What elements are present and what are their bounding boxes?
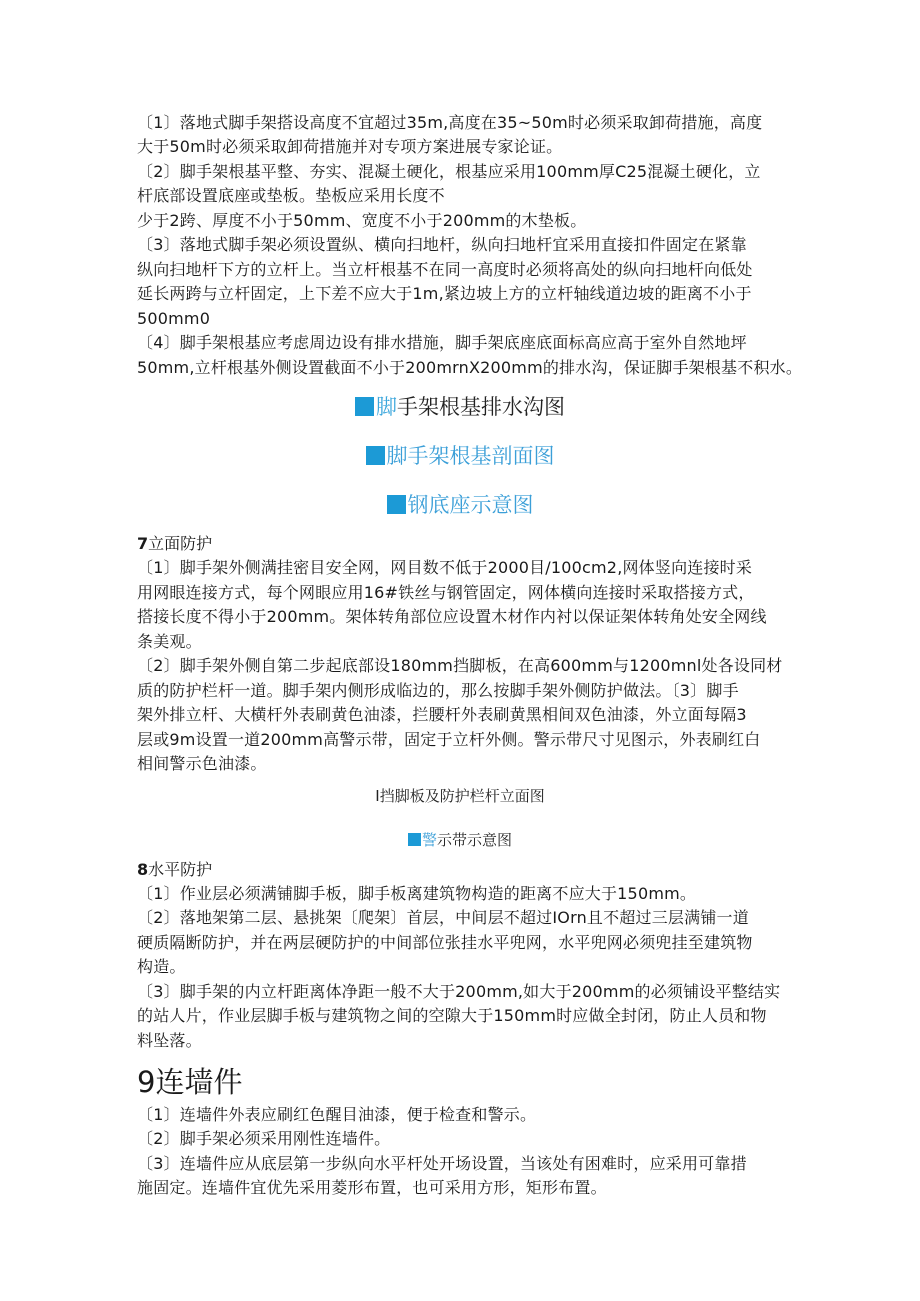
caption-lead-char: 脚 <box>376 395 397 419</box>
text-line: 搭接长度不得小于200mm。架体转角部位应设置木材作内衬以保证架体转角处安全网线 <box>137 607 767 626</box>
text-line: 〔1〕连墙件外表应刷红色醒目油漆，便于检查和警示。 <box>137 1105 537 1124</box>
text-line: 层或9m设置一道200mm高警示带，固定于立杆外侧。警示带尺寸见图示，外表刷红白 <box>137 730 761 749</box>
text-line: 少于2跨、厚度不小于50mm、宽度不小于200mm的木垫板。 <box>137 211 587 230</box>
caption-lead-char: 警 <box>421 831 437 849</box>
figure-placeholder-icon <box>355 397 374 416</box>
section-8-heading <box>137 859 212 881</box>
text-line: 〔1〕落地式脚手架搭设高度不宜超过35m,高度在35~50m时必须采取卸荷措施，高度 <box>137 113 763 132</box>
figure-caption-drain <box>0 393 920 421</box>
section-title: 水平防护 <box>148 860 213 879</box>
figure-caption-base <box>0 491 920 519</box>
text-line: 〔1〕作业层必须满铺脚手板，脚手板离建筑物构造的距离不应大于150mm。 <box>137 884 697 903</box>
text-line: 大于50m时必须采取卸荷措施并对专项方案进展专家论证。 <box>137 137 563 156</box>
section-7-heading <box>137 533 212 555</box>
text-line: 构造。 <box>137 957 186 976</box>
text-line: 500mm0 <box>137 309 211 328</box>
figure-placeholder-icon <box>366 446 385 465</box>
text-line: 〔1〕脚手架外侧满挂密目安全网，网目数不低于2000目/100cm2,网体竖向连接时采 <box>137 558 753 577</box>
section-number: 7 <box>137 534 149 553</box>
text-line: 〔4〕脚手架根基应考虑周边设有排水措施，脚手架底座底面标高应高于室外自然地坪 <box>137 333 747 352</box>
caption-text: 手架根基排水沟图 <box>397 395 565 419</box>
text-line: 纵向扫地杆下方的立杆上。当立杆根基不在同一高度时必须将高处的纵向扫地杆向低处 <box>137 260 753 279</box>
text-line: 杆底部设置底座或垫板。垫板应采用长度不 <box>137 186 445 205</box>
text-line: 硬质隔断防护，并在两层硬防护的中间部位张挂水平兜网，水平兜网必须兜挂至建筑物 <box>137 933 753 952</box>
figure-caption-warning <box>0 830 920 850</box>
section-title: 立面防护 <box>148 534 213 553</box>
caption-text: 脚手架根基剖面图 <box>386 444 555 468</box>
caption-text: 示带示意图 <box>437 831 513 849</box>
text-line: 架外排立杆、大横杆外表刷黄色油漆，拦腰杆外表刷黄黑相间双色油漆，外立面每隔3 <box>137 705 747 724</box>
figure-placeholder-icon <box>408 833 421 846</box>
figure-placeholder-icon <box>387 495 406 514</box>
text-line: 延长两跨与立杆固定，上下差不应大于1m,紧边坡上方的立杆轴线道边坡的距离不小于 <box>137 284 752 303</box>
text-line: 〔2〕脚手架外侧自第二步起底部设180mm挡脚板，在高600mm与1200mnl处各设同材 <box>137 656 783 675</box>
figure-caption-fence: I挡脚板及防护栏杆立面图 <box>375 787 545 805</box>
section-9-heading: 9连墙件 <box>137 1065 243 1099</box>
text-line: 〔2〕落地架第二层、悬挑架〔爬架〕首层，中间层不超过IOrn且不超过三层满铺一道 <box>137 908 749 927</box>
text-line: 〔3〕连墙件应从底层第一步纵向水平杆处开场设置，当该处有困难时，应采用可靠措 <box>137 1154 747 1173</box>
text-line: 〔2〕脚手架必须采用刚性连墙件。 <box>137 1129 391 1148</box>
text-line: 料坠落。 <box>137 1031 202 1050</box>
text-line: 〔2〕脚手架根基平整、夯实、混凝土硬化，根基应采用100mm厚C25混凝土硬化，立 <box>137 162 761 181</box>
text-line: 条美观。 <box>137 632 202 651</box>
text-line: 用网眼连接方式，每个网眼应用16#铁丝与钢管固定，网体横向连接时采取搭接方式， <box>137 583 755 602</box>
text-line: 50mm,立杆根基外侧设置截面不小于200mrnX200mm的排水沟，保证脚手架根基不积水。 <box>137 358 803 377</box>
figure-caption-section <box>0 442 920 470</box>
section-number: 8 <box>137 860 149 879</box>
text-line: 相间警示色油漆。 <box>137 754 267 773</box>
text-line: 质的防护栏杆一道。脚手架内侧形成临边的，那么按脚手架外侧防护做法。〔3〕脚手 <box>137 681 739 700</box>
caption-text: 钢底座示意图 <box>407 493 534 517</box>
text-line: 〔3〕落地式脚手架必须设置纵、横向扫地杆，纵向扫地杆宜采用直接扣件固定在紧靠 <box>137 235 747 254</box>
text-line: 〔3〕脚手架的内立杆距离体净距一般不大于200mm,如大于200mm的必须铺设平整结实 <box>137 982 781 1001</box>
text-line: 施固定。连墙件宜优先采用菱形布置，也可采用方形，矩形布置。 <box>137 1178 607 1197</box>
text-line: 的站人片，作业层脚手板与建筑物之间的空隙大于150mm时应做全封闭，防止人员和物 <box>137 1006 767 1025</box>
